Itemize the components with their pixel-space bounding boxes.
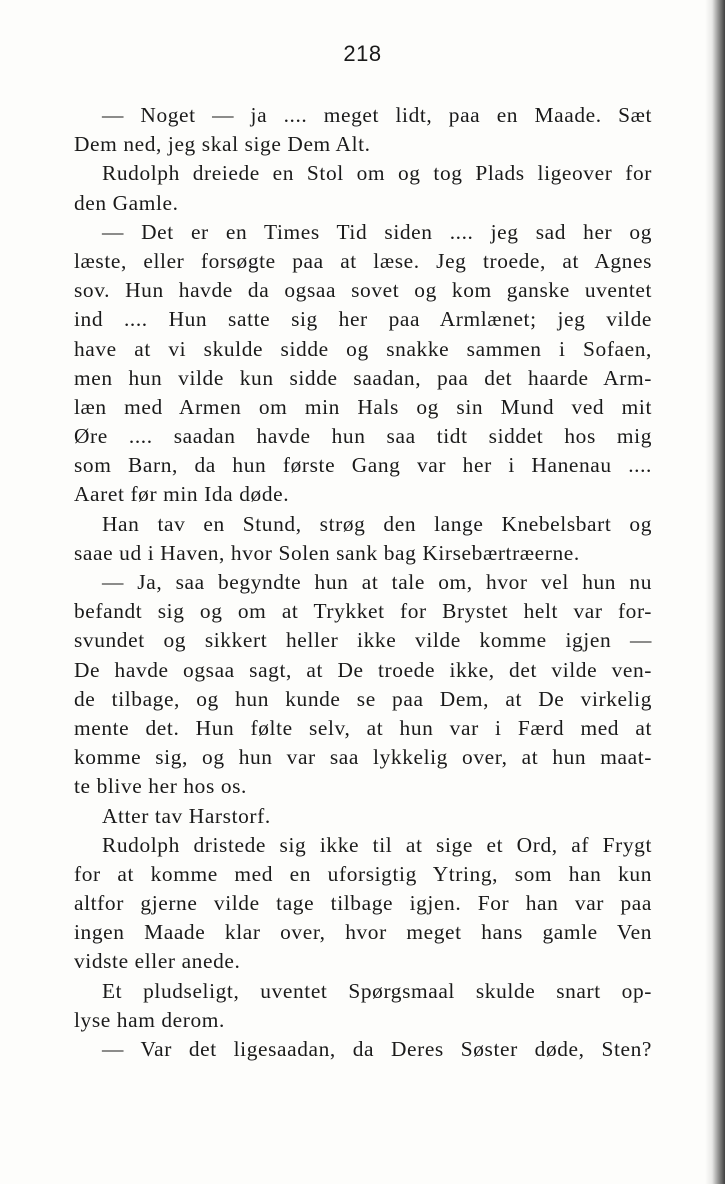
text-line: for at komme med en uforsigtig Ytring, som han kun [74,861,652,886]
text-line: sov. Hun havde da ogsaa sovet og kom ganske uventet [74,278,652,303]
text-line: Atter tav Harstorf. [102,803,271,828]
text-line: svundet og sikkert heller ikke vilde komme igjen — [74,628,652,653]
text-line: læste, eller forsøgte paa at læse. Jeg troede, at Agnes [74,248,652,273]
page-edge-shadow [705,0,725,1184]
text-line: den Gamle. [74,190,179,215]
page-number: 218 [343,41,382,66]
text-line: befandt sig og om at Trykket for Brystet helt var for- [74,599,652,624]
text-line: — Det er en Times Tid siden .... jeg sad her og [102,219,652,244]
text-line: Øre .... saadan havde hun saa tidt siddet hos mig [74,424,652,449]
body-text [74,101,652,1064]
text-line: men hun vilde kun sidde saadan, paa det haarde Arm- [74,365,652,390]
text-line: de tilbage, og hun kunde se paa Dem, at De virkelig [74,686,652,711]
text-line: lyse ham derom. [74,1007,225,1032]
text-line: — Noget — ja .... meget lidt, paa en Maade. Sæt [102,103,652,127]
text-line: — Var det ligesaadan, da Deres Søster døde, Sten? [102,1037,652,1061]
text-line: ingen Maade klar over, hvor meget hans gamle Ven [74,920,652,945]
text-line: De havde ogsaa sagt, at De troede ikke, det vilde ven- [74,657,652,682]
text-line: komme sig, og hun var saa lykkelig over, at hun maat- [74,745,652,770]
text-line: — Ja, saa begyndte hun at tale om, hvor vel hun nu [102,570,652,594]
text-line: læn med Armen om min Hals og sin Mund ved mit [74,394,652,419]
text-line: som Barn, da hun første Gang var her i Hanenau .... [74,453,652,478]
text-line: saae ud i Haven, hvor Solen sank bag Kirsebærtræerne. [74,540,580,565]
text-line: ind .... Hun satte sig her paa Armlænet; jeg vilde [74,307,652,332]
text-line: Aaret før min Ida døde. [74,482,290,507]
text-line: vidste eller anede. [74,949,241,974]
text-line: Rudolph dristede sig ikke til at sige et Ord, af Frygt [102,832,652,857]
text-line: Han tav en Stund, strøg den lange Knebelsbart og [102,511,652,536]
text-line: mente det. Hun følte selv, at hun var i Færd med at [74,715,652,740]
text-line: have at vi skulde sidde og snakke sammen i Sofaen, [74,336,652,361]
text-line: Et pludseligt, uventet Spørgsmaal skulde snart op- [102,978,652,1003]
text-line: altfor gjerne vilde tage tilbage igjen. For han var paa [74,891,652,916]
text-line: te blive her hos os. [74,774,247,799]
text-line: Dem ned, jeg skal sige Dem Alt. [74,132,371,157]
text-line: Rudolph dreiede en Stol om og tog Plads ligeover for [102,161,652,186]
